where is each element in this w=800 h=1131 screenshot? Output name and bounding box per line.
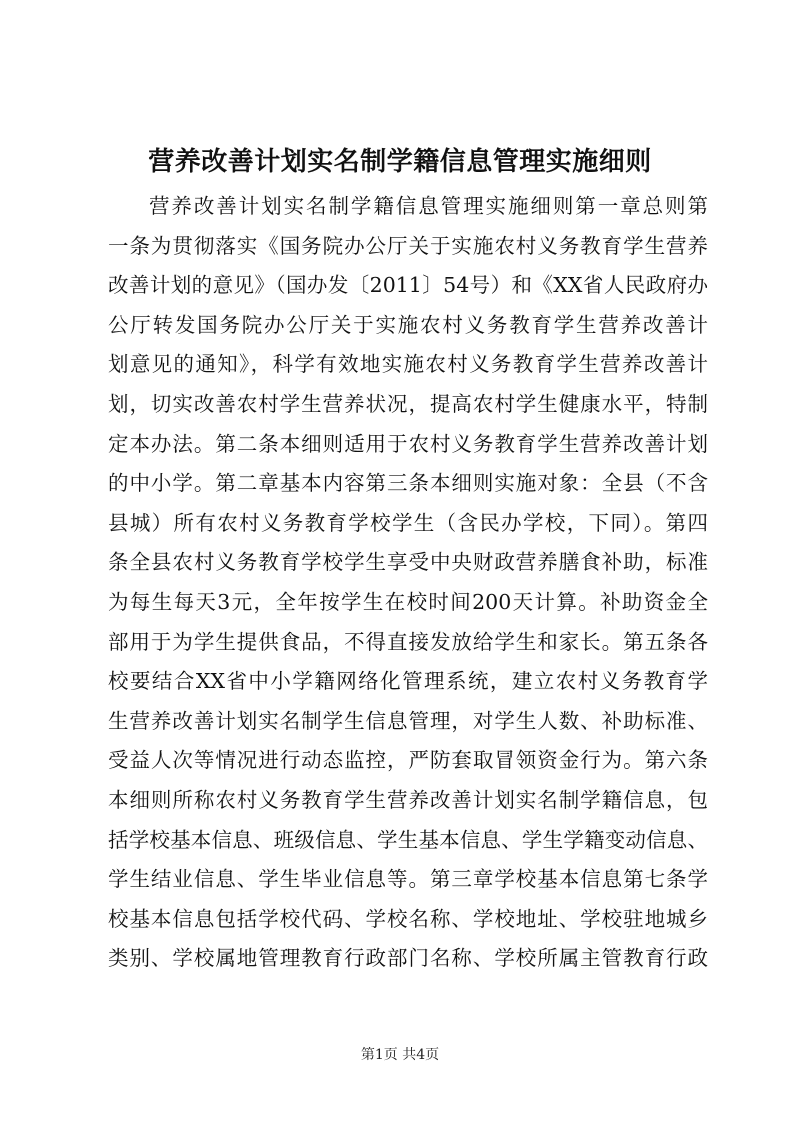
text-line: 生营养改善计划实名制学生信息管理，对学生人数、补助标准、	[108, 708, 708, 733]
text-line: 的中小学。第二章基本内容第三条本细则实施对象：全县（不含	[108, 471, 708, 496]
page-footer	[0, 1045, 800, 1065]
text-line: 学生结业信息、学生毕业信息等。第三章学校基本信息第七条学	[108, 867, 708, 892]
text-line: 一条为贯彻落实《国务院办公厅关于实施农村义务教育学生营养	[108, 233, 708, 258]
text-line: 公厅转发国务院办公厅关于实施农村义务教育学生营养改善计	[108, 312, 708, 337]
text-line: 定本办法。第二条本细则适用于农村义务教育学生营养改善计划	[108, 431, 708, 456]
text-line: 划意见的通知》，科学有效地实施农村义务教育学生营养改善计	[108, 352, 708, 377]
text-line: 受益人次等情况进行动态监控，严防套取冒领资金行为。第六条	[108, 748, 708, 773]
text-line: 改善计划的意见》（国办发〔2011〕54号）和《XX省人民政府办	[108, 273, 708, 298]
text-line: 为每生每天3元，全年按学生在校时间200天计算。补助资金全	[108, 589, 708, 614]
text-line: 营养改善计划实名制学籍信息管理实施细则第一章总则第	[149, 194, 708, 218]
text-line: 划，切实改善农村学生营养状况，提高农村学生健康水平，特制	[108, 391, 708, 416]
text-line: 部用于为学生提供食品，不得直接发放给学生和家长。第五条各	[108, 629, 708, 654]
page-title: 营养改善计划实名制学籍信息管理实施细则	[148, 147, 652, 177]
text-line: 条全县农村义务教育学校学生享受中央财政营养膳食补助，标准	[108, 550, 708, 575]
text-line: 括学校基本信息、班级信息、学生基本信息、学生学籍变动信息、	[108, 827, 708, 852]
body-paragraph	[108, 187, 708, 979]
text-line: 校基本信息包括学校代码、学校名称、学校地址、学校驻地城乡	[108, 906, 708, 931]
page-number: 第1页 共4页	[360, 1047, 440, 1063]
text-line: 类别、学校属地管理教育行政部门名称、学校所属主管教育行政	[108, 946, 708, 971]
text-line: 县城）所有农村义务教育学校学生（含民办学校，下同）。第四	[108, 510, 708, 535]
text-line: 校要结合XX省中小学籍网络化管理系统，建立农村义务教育学	[108, 669, 708, 694]
text-line: 本细则所称农村义务教育学生营养改善计划实名制学籍信息，包	[108, 787, 708, 812]
